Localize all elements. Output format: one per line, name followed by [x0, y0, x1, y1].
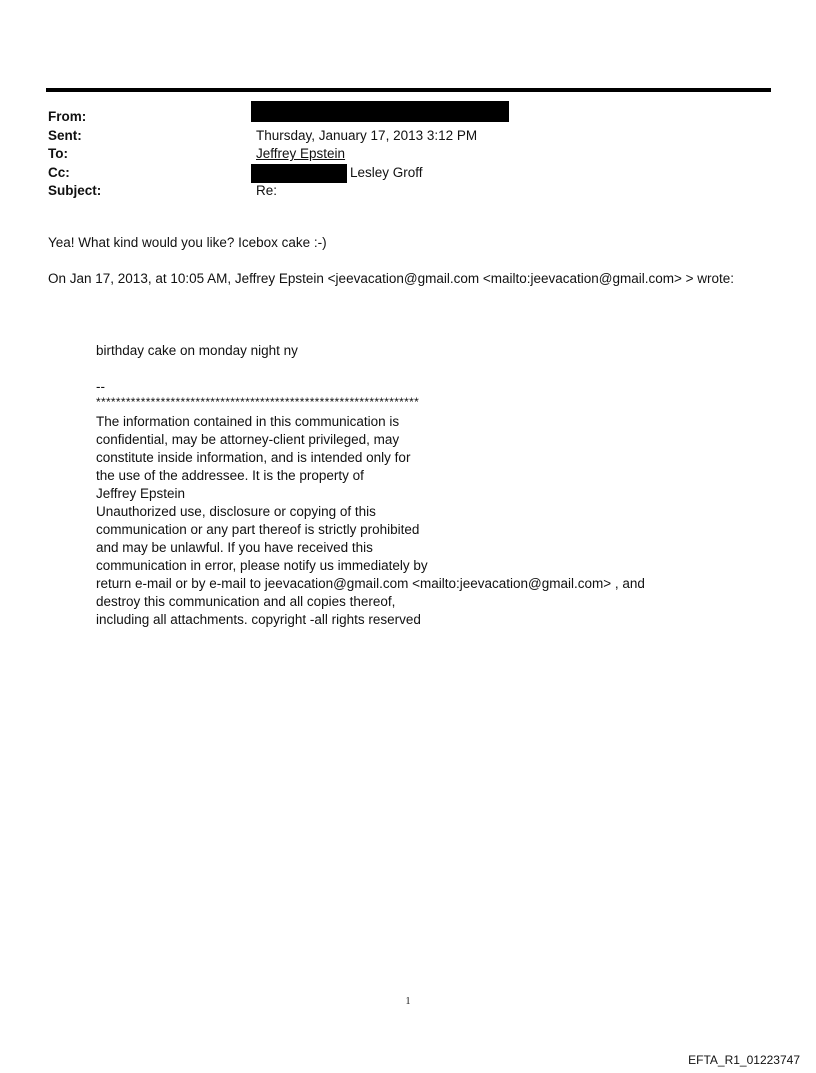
email-header	[48, 108, 748, 201]
disclaimer-line: Jeffrey Epstein	[96, 486, 186, 501]
disclaimer-line: Unauthorized use, disclosure or copying of this	[96, 504, 376, 519]
disclaimer-line: the use of the addressee. It is the property of	[96, 468, 364, 483]
to-value: Jeffrey Epstein	[256, 146, 346, 161]
cc-value: Lesley Groff	[350, 164, 423, 180]
disclaimer-line: including all attachments. copyright -all rights reserved	[96, 612, 421, 627]
disclaimer-line: return e-mail or by e-mail to jeevacation@gmail.com <mailto:jeevacation@gmail.com> , and	[96, 576, 645, 591]
signature-stars: *****************************************************************	[96, 395, 420, 409]
disclaimer-line: constitute inside information, and is intended only for	[96, 450, 411, 465]
reply-text: Yea! What kind would you like? Icebox cake :-)	[48, 235, 327, 250]
subject-label: Subject:	[48, 183, 102, 198]
quote-attribution: On Jan 17, 2013, at 10:05 AM, Jeffrey Epstein <jeevacation@gmail.com <mailto:jeevacation@gmail.com> > wrote:	[48, 271, 735, 286]
cc-label: Cc:	[48, 164, 70, 180]
disclaimer-line: communication or any part thereof is strictly prohibited	[96, 522, 420, 537]
signature-dash: --	[96, 379, 105, 394]
from-row	[48, 108, 748, 127]
sent-row	[48, 127, 748, 146]
redaction-block	[251, 101, 509, 122]
disclaimer-line: and may be unlawful. If you have received this	[96, 540, 373, 555]
header-rule	[46, 88, 771, 92]
to-row	[48, 145, 748, 164]
cc-row	[48, 164, 748, 183]
redaction-block	[251, 164, 347, 183]
subject-row	[48, 182, 748, 201]
disclaimer-line: confidential, may be attorney-client privileged, may	[96, 432, 400, 447]
to-label: To:	[48, 146, 68, 161]
quoted-message: birthday cake on monday night ny	[96, 343, 298, 358]
sent-label: Sent:	[48, 127, 82, 143]
subject-value: Re:	[256, 183, 278, 198]
disclaimer-line: communication in error, please notify us immediately by	[96, 558, 428, 573]
disclaimer-line: The information contained in this communication is	[96, 414, 400, 429]
bates-number: EFTA_R1_01223747	[688, 1053, 800, 1067]
from-label: From:	[48, 109, 87, 124]
sent-value: Thursday, January 17, 2013 3:12 PM	[256, 127, 478, 143]
disclaimer-block	[96, 413, 645, 629]
disclaimer-line: destroy this communication and all copies thereof,	[96, 594, 396, 609]
page-number: 1	[405, 996, 411, 1007]
